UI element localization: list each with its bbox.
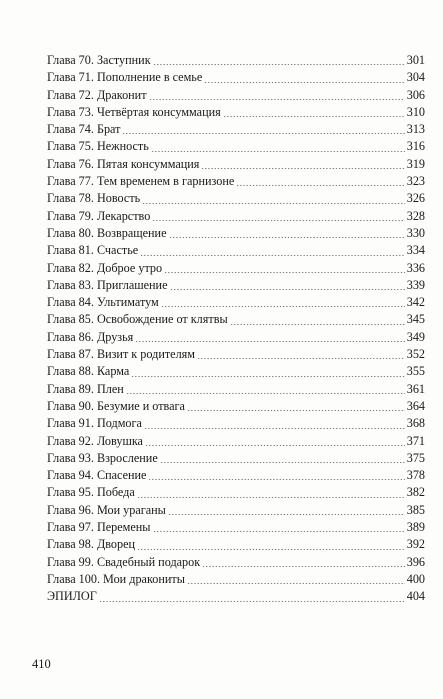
toc-entry-title: Глава 77. Тем временем в гарнизоне (47, 174, 235, 189)
toc-entry (47, 138, 425, 155)
dot-leader (197, 358, 405, 359)
toc-entry-title: Глава 83. Приглашение (47, 277, 168, 292)
toc-entry-title: Глава 81. Счастье (47, 243, 139, 258)
toc-entry-page: 392 (406, 537, 425, 552)
toc-entry-title: Глава 95. Победа (47, 485, 135, 500)
dot-leader (140, 255, 405, 256)
toc-entry-title: Глава 70. Заступник (47, 53, 151, 67)
toc-entry-title: Глава 85. Освобождение от клятвы (47, 312, 228, 327)
dot-leader (204, 82, 404, 83)
toc-entry (47, 260, 425, 277)
toc-entry (47, 121, 425, 138)
toc-entry-page: 339 (406, 277, 425, 292)
toc-entry-page: 368 (406, 416, 425, 431)
toc-entry-page: 352 (406, 347, 425, 362)
toc-entry-title: Глава 73. Четвёртая консуммация (47, 104, 221, 119)
toc-entry-title: Глава 71. Пополнение в семье (47, 70, 203, 85)
toc-entry-title: Глава 84. Ультиматум (47, 295, 159, 310)
toc-entry-title: Глава 74. Брат (47, 122, 121, 137)
toc-entry-page: 301 (406, 53, 425, 67)
toc-entry-title: Глава 88. Карма (47, 364, 130, 379)
dot-leader (152, 220, 404, 221)
toc-entry-title: Глава 75. Нежность (47, 139, 149, 154)
toc-entry-page: 326 (406, 191, 425, 206)
dot-leader (161, 306, 405, 307)
dot-leader (137, 549, 405, 550)
toc-entry-title: ЭПИЛОГ (47, 589, 97, 604)
dot-leader (151, 151, 405, 152)
toc-entry-title: Глава 98. Дворец (47, 537, 136, 552)
toc-entry (47, 450, 425, 467)
toc-entry-title: Глава 90. Безумие и отвага (47, 398, 185, 413)
toc-entry-page: 304 (406, 70, 425, 85)
toc-entry (47, 398, 425, 415)
toc-entry (47, 329, 425, 346)
toc-entry-page: 361 (406, 381, 425, 396)
dot-leader (187, 583, 405, 584)
toc-entry-title: Глава 92. Ловушка (47, 433, 143, 448)
toc-entry (47, 242, 425, 259)
toc-entry-page: 328 (406, 208, 425, 223)
dot-leader (187, 410, 405, 411)
dot-leader (131, 376, 404, 377)
toc-entry-page: 342 (406, 295, 425, 310)
page-number: 410 (32, 657, 51, 671)
toc-entry-page: 389 (406, 520, 425, 535)
dot-leader (142, 203, 405, 204)
toc-entry-title: Глава 93. Взросление (47, 450, 158, 465)
toc-entry (47, 277, 425, 294)
toc-entry-title: Глава 72. Драконит (47, 87, 147, 102)
dot-leader (122, 133, 404, 134)
dot-leader (201, 168, 404, 169)
dot-leader (99, 601, 405, 602)
toc-entry-page: 316 (406, 139, 425, 154)
toc-entry-page: 385 (406, 502, 425, 517)
toc-entry-page: 404 (406, 589, 425, 604)
toc-entry-title: Глава 79. Лекарство (47, 208, 151, 223)
dot-leader (148, 479, 404, 480)
toc-entry-title: Глава 78. Новость (47, 191, 141, 206)
toc-entry-title: Глава 94. Спасение (47, 468, 147, 483)
dot-leader (164, 272, 405, 273)
toc-entry (47, 52, 425, 69)
toc-entry-page: 349 (406, 329, 425, 344)
toc-entry-page: 310 (406, 104, 425, 119)
toc-entry-page: 371 (406, 433, 425, 448)
toc-entry-title: Глава 86. Друзья (47, 329, 134, 344)
toc-entry-title: Глава 82. Доброе утро (47, 260, 163, 275)
dot-leader (135, 341, 404, 342)
dot-leader (145, 445, 405, 446)
toc-entry (47, 87, 425, 104)
dot-leader (153, 531, 405, 532)
toc-entry (47, 519, 425, 536)
toc-entry (47, 433, 425, 450)
toc-entry-title: Глава 87. Визит к родителям (47, 347, 195, 362)
toc-entry-title: Глава 80. Возвращение (47, 225, 167, 240)
toc-entry-title: Глава 97. Перемены (47, 520, 151, 535)
toc-entry-title: Глава 99. Свадебный подарок (47, 554, 201, 569)
toc-entry-page: 323 (406, 174, 425, 189)
toc-entry (47, 588, 425, 605)
toc-entry-page: 378 (406, 468, 425, 483)
toc-entry (47, 536, 425, 553)
toc-entry (47, 208, 425, 225)
dot-leader (236, 185, 404, 186)
toc-entry-title: Глава 76. Пятая консуммация (47, 156, 200, 171)
toc-entry (47, 294, 425, 311)
toc-entry (47, 104, 425, 121)
toc-entry (47, 502, 425, 519)
toc-entry-page: 319 (406, 156, 425, 171)
dot-leader (153, 64, 405, 65)
toc-entry-page: 345 (406, 312, 425, 327)
toc-entry-page: 336 (406, 260, 425, 275)
toc-entry (47, 484, 425, 501)
toc-entry-page: 313 (406, 122, 425, 137)
dot-leader (223, 116, 405, 117)
toc-entry (47, 311, 425, 328)
dot-leader (170, 289, 405, 290)
dot-leader (169, 237, 405, 238)
dot-leader (126, 393, 405, 394)
toc-entry (47, 554, 425, 571)
toc-entry (47, 225, 425, 242)
dot-leader (137, 497, 405, 498)
toc-entry-title: Глава 89. Плен (47, 381, 124, 396)
toc-entry-page: 396 (406, 554, 425, 569)
toc-entry (47, 467, 425, 484)
toc-entry (47, 69, 425, 86)
toc-entry (47, 381, 425, 398)
dot-leader (202, 566, 405, 567)
dot-leader (168, 514, 405, 515)
toc-entry (47, 173, 425, 190)
dot-leader (230, 324, 405, 325)
toc-entry-title: Глава 100. Мои дракониты (47, 571, 185, 586)
toc-entry-page: 355 (406, 364, 425, 379)
toc-entry-page: 400 (406, 571, 425, 586)
toc-entry (47, 415, 425, 432)
toc-entry (47, 346, 425, 363)
toc-entry-page: 334 (406, 243, 425, 258)
toc-entry-page: 382 (406, 485, 425, 500)
dot-leader (144, 428, 405, 429)
toc-entry-page: 330 (406, 225, 425, 240)
toc-entry-page: 364 (406, 398, 425, 413)
table-of-contents (47, 52, 425, 606)
toc-entry (47, 571, 425, 588)
toc-entry-title: Глава 96. Мои ураганы (47, 502, 166, 517)
toc-entry-title: Глава 91. Подмога (47, 416, 142, 431)
dot-leader (160, 462, 405, 463)
dot-leader (149, 99, 405, 100)
toc-entry-page: 375 (406, 450, 425, 465)
toc-entry (47, 363, 425, 380)
toc-entry-page: 306 (406, 87, 425, 102)
toc-entry (47, 156, 425, 173)
toc-entry (47, 190, 425, 207)
